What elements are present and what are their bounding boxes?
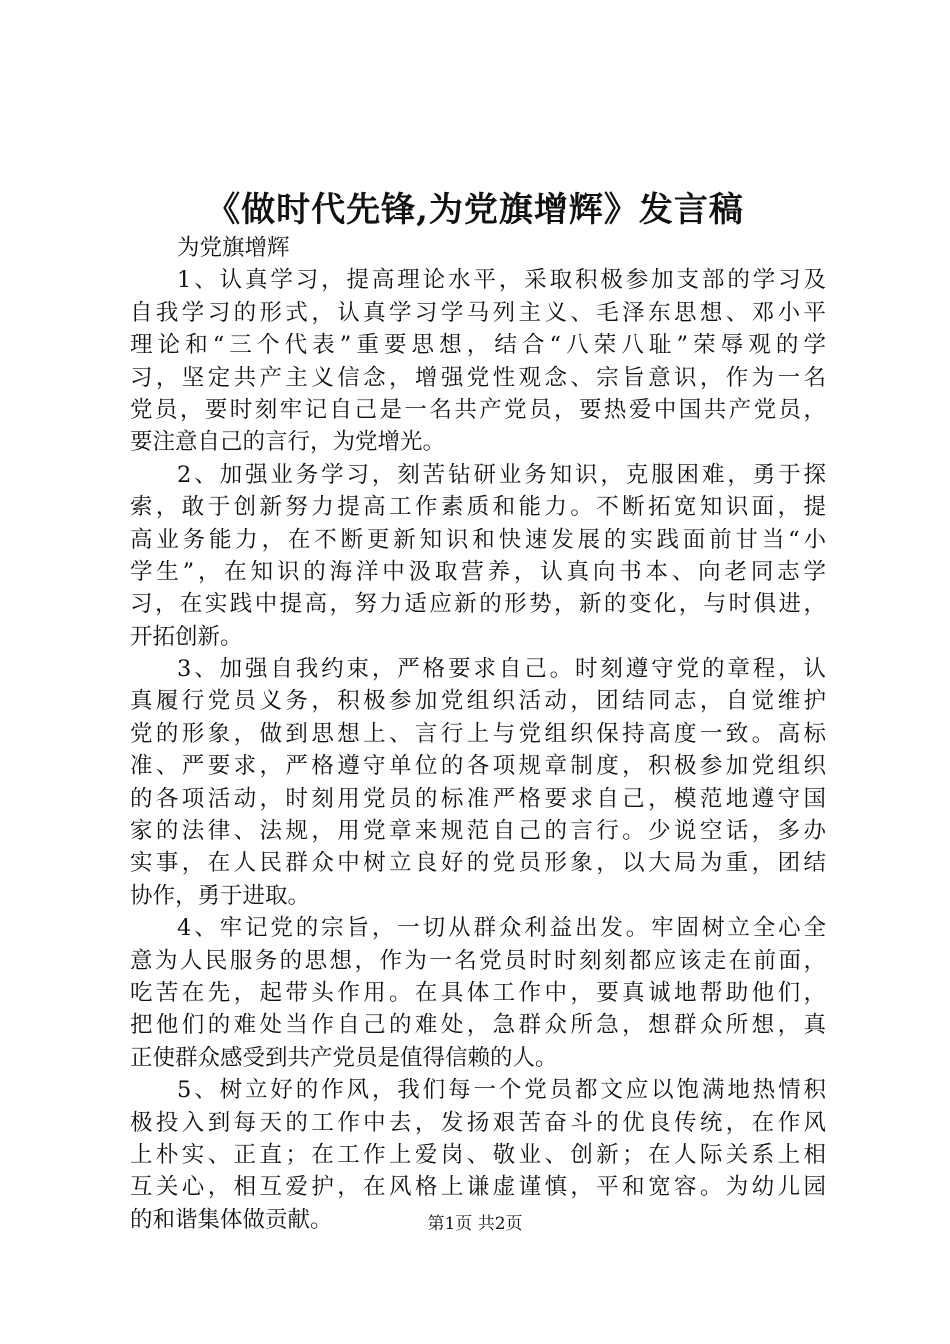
text-line: 协作，勇于进取。: [130, 882, 311, 909]
text-line: 5、树立好的作风，我们每一个党员都文应以饱满地热情积: [177, 1077, 826, 1104]
text-line: 准、严要求，严格遵守单位的各项规章制度，积极参加党组织: [130, 753, 826, 780]
text-line: 互关心，相互爱护，在风格上谦虚谨慎，平和宽容。为幼儿园: [130, 1174, 826, 1201]
text-line: 学生”，在知识的海洋中汲取营养，认真向书本、向老同志学: [130, 558, 826, 585]
text-line: 习，坚定共产主义信念，增强党性观念、宗旨意识，作为一名: [130, 364, 826, 391]
text-line: 极投入到每天的工作中去，发扬艰苦奋斗的优良传统，在作风: [130, 1109, 826, 1136]
text-line: 党的形象，做到思想上、言行上与党组织保持高度一致。高标: [130, 720, 826, 747]
document-body: [130, 232, 826, 1236]
text-line: 党员，要时刻牢记自己是一名共产党员，要热爱中国共产党员，: [130, 396, 826, 423]
text-line: 高业务能力，在不断更新知识和快速发展的实践面前甘当“小: [130, 526, 826, 553]
text-line: 家的法律、法规，用党章来规范自己的言行。少说空话，多办: [130, 818, 826, 845]
text-line: 的各项活动，时刻用党员的标准严格要求自己，模范地遵守国: [130, 785, 826, 812]
text-line: 真履行党员义务，积极参加党组织活动，团结同志，自觉维护: [130, 688, 826, 715]
text-line: 吃苦在先，起带头作用。在具体工作中，要真诚地帮助他们，: [130, 979, 826, 1006]
text-line: 正使群众感受到共产党员是值得信赖的人。: [130, 1044, 558, 1071]
document-title: 《做时代先锋,为党旗增辉》发言稿: [206, 190, 744, 230]
text-line: 开拓创新。: [130, 623, 243, 650]
text-line: 自我学习的形式，认真学习学马列主义、毛泽东思想、邓小平: [130, 299, 826, 326]
text-line: 的和谐集体做贡献。: [130, 1206, 333, 1233]
text-line: 意为人民服务的思想，作为一名党员时时刻刻都应该走在前面，: [130, 947, 826, 974]
text-line: 2、加强业务学习，刻苦钻研业务知识，克服困难，勇于探: [177, 461, 826, 488]
text-line: 3、加强自我约束，严格要求自己。时刻遵守党的章程，认: [177, 656, 826, 683]
page-number-footer: 第1页 共2页: [427, 1214, 523, 1234]
text-line: 习，在实践中提高，努力适应新的形势，新的变化，与时俱进，: [130, 591, 826, 618]
text-line: 索，敢于创新努力提高工作素质和能力。不断拓宽知识面，提: [130, 494, 826, 521]
text-line: 要注意自己的言行，为党增光。: [130, 429, 446, 456]
text-line: 为党旗增辉: [177, 235, 290, 261]
text-line: 把他们的难处当作自己的难处，急群众所急，想群众所想，真: [130, 1012, 826, 1039]
text-line: 实事，在人民群众中树立良好的党员形象，以大局为重，团结: [130, 850, 826, 877]
text-line: 1、认真学习，提高理论水平，采取积极参加支部的学习及: [177, 267, 826, 294]
text-line: 理论和“三个代表”重要思想，结合“八荣八耻”荣辱观的学: [130, 332, 826, 359]
text-line: 4、牢记党的宗旨，一切从群众利益出发。牢固树立全心全: [177, 915, 826, 942]
text-line: 上朴实、正直；在工作上爱岗、敬业、创新；在人际关系上相: [130, 1141, 826, 1168]
